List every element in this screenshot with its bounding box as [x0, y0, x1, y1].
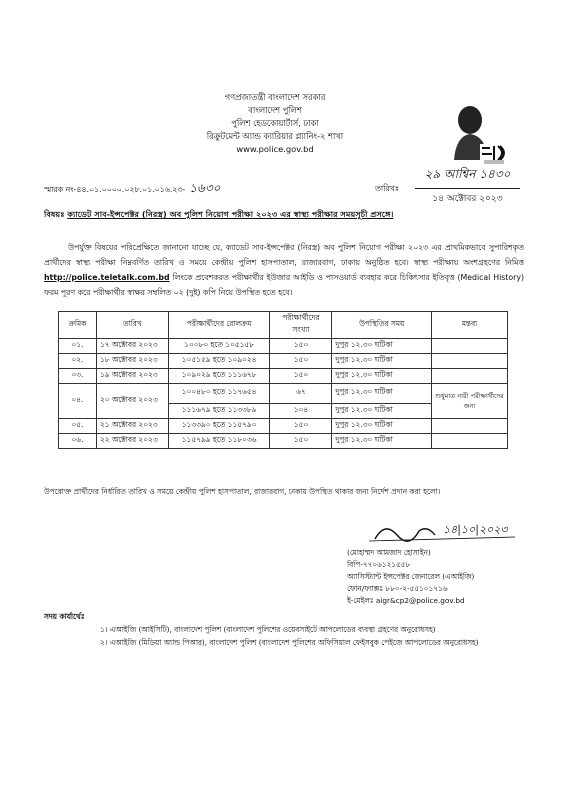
- cc-list: [44, 610, 479, 649]
- subject-line: [44, 209, 393, 222]
- col-header-time: উপস্থিতির সময়: [332, 312, 432, 339]
- date-bangla: ২৯ আশ্বিন ১৪৩০: [424, 167, 511, 181]
- cell-roll: ১১৫৭৯৯ হতে ১১৮০৩৬: [168, 434, 270, 449]
- cell-count: ১৫০: [270, 354, 332, 369]
- table-row: [59, 434, 508, 449]
- signatory-designation: অ্যাসিস্ট্যান্ট ইন্সপেক্টর জেনারেল (এআইজি): [347, 572, 475, 581]
- cell-date: ১৮ অক্টোবর ২০২৩: [96, 354, 168, 369]
- cell-time: দুপুর ১২.৩০ ঘটিকা: [332, 403, 432, 418]
- table-row: [59, 419, 508, 434]
- table-row: [59, 369, 508, 384]
- date-english: ১৪ অক্টোবর ২০২৩: [432, 194, 503, 204]
- cell-roll: ১০০৮০ হতে ১০৫১৫৮: [168, 339, 270, 354]
- cell-remark: [432, 339, 508, 354]
- col-header-date: তারিখ: [96, 312, 168, 339]
- cc-item: ১। এআইজি (আইসিটি), বাংলাদেশ পুলিশ (বাংলাদেশ পুলিশের ওয়েবসাইটে আপলোডের ব্যবস্থা গ্রহণের অনুরোধসহ): [100, 625, 436, 634]
- table-row: [59, 354, 508, 369]
- cell-count: ১৫০: [270, 434, 332, 449]
- cell-remark: শুধুমাত্র নারী পরীক্ষার্থীদের জন্য: [432, 384, 508, 419]
- cell-count: ১৫০: [270, 339, 332, 354]
- memo-label: স্মারক নং-৪৪.০১.০০০০.০২৮.০১.০১৬.২৩-: [44, 185, 186, 194]
- cell-serial: ০২.: [59, 354, 97, 369]
- office-title: পুলিশ হেডকোয়ার্টার্স, ঢাকা: [231, 118, 319, 128]
- signatory-email: ই-মেইলঃ aigr&cp2@police.gov.bd: [347, 596, 465, 605]
- cell-time: দুপুর ১২.৩০ ঘটিকা: [332, 339, 432, 354]
- letterhead: [150, 91, 400, 156]
- branch-title: রিক্রুটমেন্ট অ্যান্ড ক্যারিয়ার প্ল্যানিং-২ শাখা: [206, 131, 344, 141]
- signature-block: [347, 547, 497, 607]
- cell-roll: ১০০৪৮০ হতে ১১৭৬৫৪: [168, 384, 270, 404]
- schedule-table: [58, 311, 508, 449]
- cell-count: ১৫০: [270, 369, 332, 384]
- cell-serial: ০৬.: [59, 434, 97, 449]
- portrait-emblem-icon: [440, 98, 512, 170]
- instruction-note: উপরোক্ত প্রার্থীদের নির্ধারিত তারিখ ও সময়ে কেন্দ্রীয় পুলিশ হাসপাতাল, রাজারবাগ, ঢাকায় উপস্থিত থাকার জন্য নির্দেশ প্রদান করা হলো।: [44, 487, 441, 496]
- cell-date: ২০ অক্টোবর ২০২৩: [96, 384, 168, 419]
- signatory-name: (মোহাম্মদ আমজাদ হোসাইন): [347, 548, 431, 557]
- teletalk-link[interactable]: http://police.teletalk.com.bd: [44, 273, 170, 282]
- cell-count: ৬৭: [270, 384, 332, 404]
- col-header-remark: মন্তব্য: [432, 312, 508, 339]
- table-row: [59, 384, 508, 404]
- cell-time: দুপুর ১২.৩০ ঘটিকা: [332, 354, 432, 369]
- cell-time: দুপুর ১২.৩০ ঘটিকা: [332, 434, 432, 449]
- cell-remark: [432, 434, 508, 449]
- cell-time: দুপুর ১২.৩০ ঘটিকা: [332, 369, 432, 384]
- signature-date: ১৪|১০|২০২৩: [443, 523, 508, 536]
- subject-label: বিষয়ঃ: [44, 209, 65, 219]
- org-title: বাংলাদেশ পুলিশ: [248, 105, 302, 115]
- cell-time: দুপুর ১২.৩০ ঘটিকা: [332, 419, 432, 434]
- memo-handwritten-number: ১৬৩০: [189, 181, 221, 195]
- body-paragraph: [44, 240, 524, 300]
- body-text-2: লিংকে প্রবেশকরত পরীক্ষার্থীর ইউজার আইডি ও পাসওয়ার্ড ব্যবহার করে চিকিৎসার ইতিবৃত্ত (Medical History) ফরম পূরণ করে পরীক্ষার্থীর স্বাক্ষর সম্বলিত ০২ (দুই) কপি নিয়ে উপস্থিত হতে হবে।: [44, 273, 524, 297]
- cell-serial: ০৫.: [59, 419, 97, 434]
- table-header-row: [59, 312, 508, 339]
- cc-title: সদয় কার্যার্থেঃ: [44, 612, 85, 621]
- website: www.police.gov.bd: [236, 144, 314, 154]
- col-header-roll: পরীক্ষার্থীদের রোলক্রম: [168, 312, 270, 339]
- cell-remark: [432, 369, 508, 384]
- cell-serial: ০৪.: [59, 384, 97, 419]
- cell-serial: ০৩.: [59, 369, 97, 384]
- subject-text: ক্যাডেট সাব-ইন্সপেক্টর (নিরস্ত্র) অব পুলিশ নিয়োগ পরীক্ষা ২০২৩ এর স্বাস্থ্য পরীক্ষার সময়সূচী প্রসঙ্গে।: [67, 209, 394, 219]
- date-block: [415, 166, 520, 206]
- cell-remark: [432, 419, 508, 434]
- cell-roll: ১১১৬৭৯ হতে ১১৩৩৮৯: [168, 403, 270, 418]
- signatory-bp: বিপি-৭৭০৬১২১৫৫৮: [347, 560, 411, 569]
- cell-time: দুপুর ১২.৩০ ঘটিকা: [332, 384, 432, 404]
- signatory-phone: ফোন/ফ্যাক্সঃ ৮৮০-২-৫৫১০১৭১৬: [347, 584, 448, 593]
- cell-roll: ১০৫১৫৯ হতে ১০৯০২৪: [168, 354, 270, 369]
- cell-date: ১৯ অক্টোবর ২০২৩: [96, 369, 168, 384]
- signature-scribble: [365, 515, 525, 545]
- col-header-count: পরীক্ষার্থীদের সংখ্যা: [270, 312, 332, 339]
- govt-title: গণপ্রজাতন্ত্রী বাংলাদেশ সরকার: [224, 92, 326, 102]
- cell-roll: ১১৩৩৯০ হতে ১১৫৭৯০: [168, 419, 270, 434]
- memo-number: [44, 180, 220, 200]
- cell-serial: ০১.: [59, 339, 97, 354]
- cell-count: ১০৪: [270, 403, 332, 418]
- col-header-serial: ক্রমিক: [59, 312, 97, 339]
- cell-count: ১৫০: [270, 419, 332, 434]
- cell-date: ১৭ অক্টোবর ২০২৩: [96, 339, 168, 354]
- body-text-1: উপর্যুক্ত বিষয়ের পরিপ্রেক্ষিতে জানানো যাচ্ছে যে, ক্যাডেট সাব-ইন্সপেক্টর (নিরস্ত্র) অব পুলিশ নিয়োগ পরীক্ষা ২০২৩ এর প্রাথমিকভাবে সুপারিশকৃত প্রার্থীদের স্বাস্থ্য পরীক্ষা নিম্নবর্ণিত তারিখ ও সময়ে কেন্দ্রীয় পুলিশ হাসপাতাল, রাজারবাগ, ঢাকায় অনুষ্ঠিত হবে। স্বাস্থ্য পরীক্ষায় অংশগ্রহণের নিমিত্ত: [44, 243, 524, 267]
- cell-remark: [432, 354, 508, 369]
- cell-roll: ১০৯০২৯ হতে ১১১৬৭৮: [168, 369, 270, 384]
- cc-item: ২। এআইজি (মিডিয়া অ্যান্ড পিআর), বাংলাদেশ পুলিশ (বাংলাদেশ পুলিশের অফিসিয়াল ফেইসবুক পেইজে আপলোডের অনুরোধসহ): [100, 638, 479, 647]
- cell-date: ২১ অক্টোবর ২০২৩: [96, 419, 168, 434]
- table-row: [59, 339, 508, 354]
- cell-date: ২২ অক্টোবর ২০২৩: [96, 434, 168, 449]
- date-label: তারিখঃ: [375, 184, 399, 193]
